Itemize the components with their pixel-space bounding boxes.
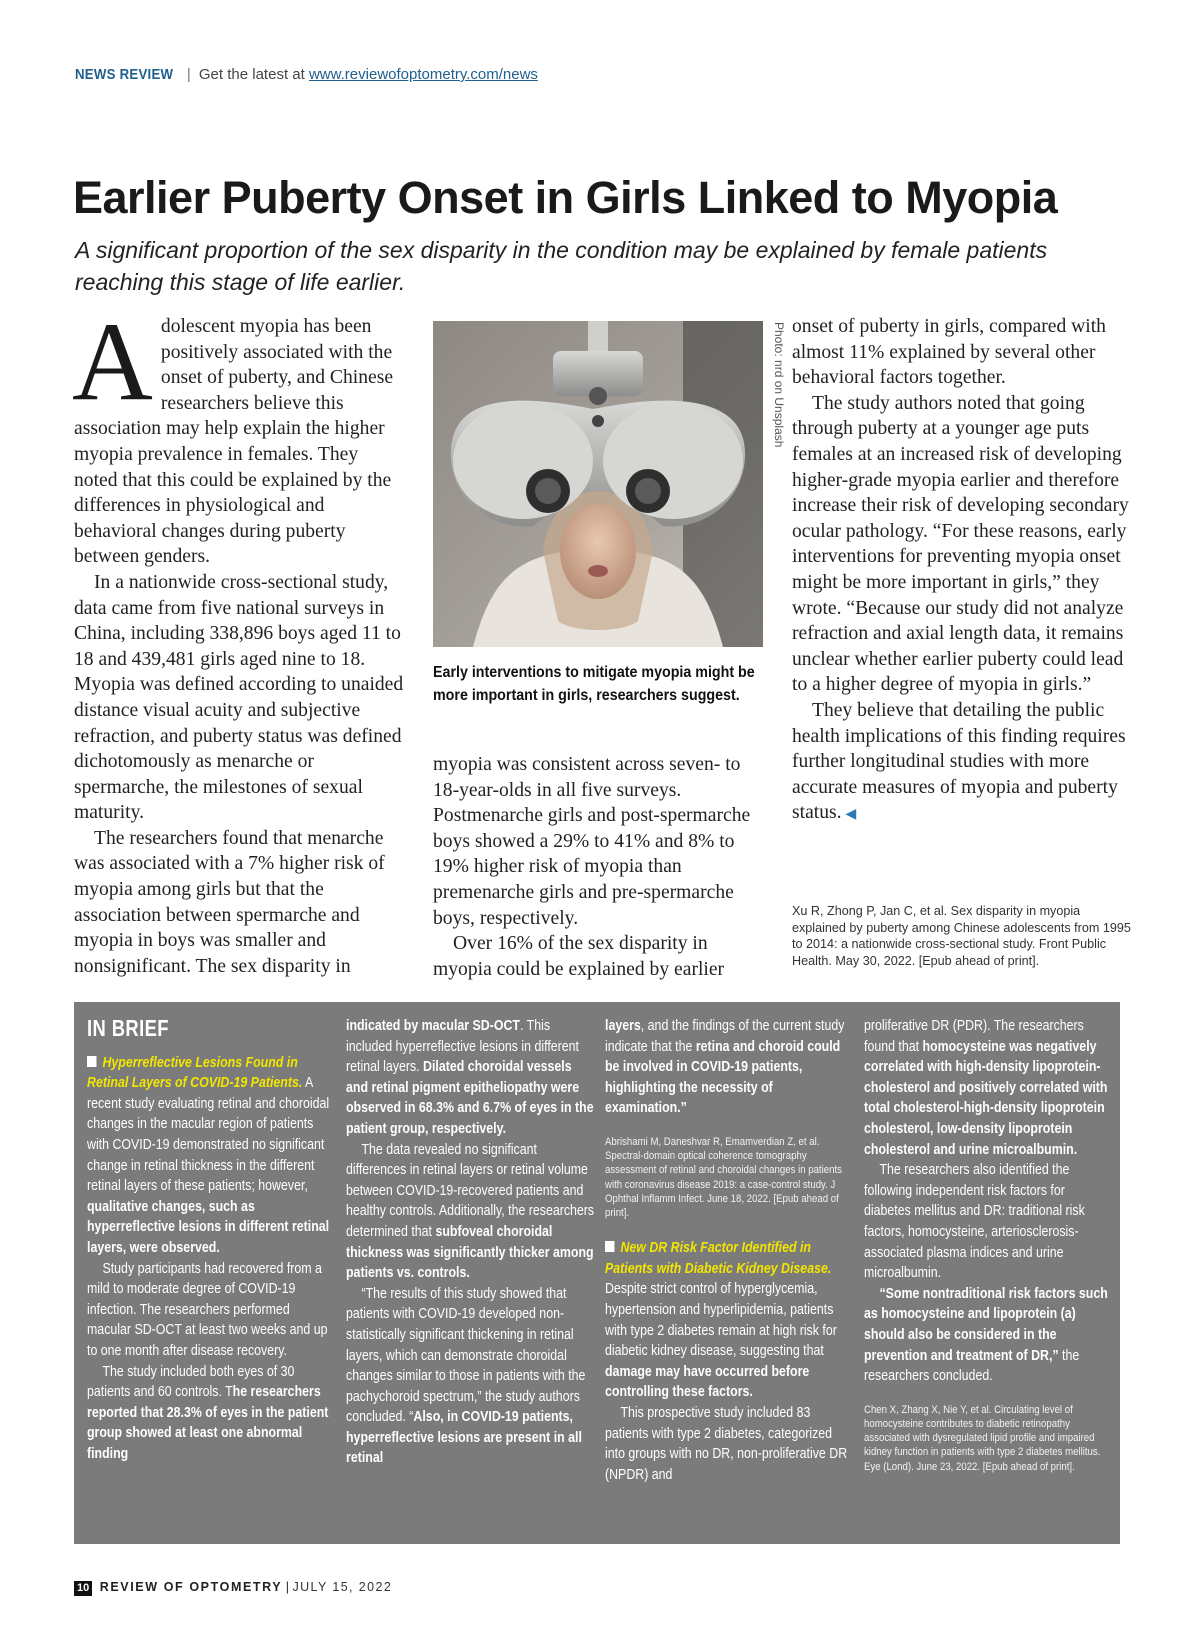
paragraph-text: dolescent myopia has been positively associated with the onset of puberty, and Chinese researchers believe this association may help explain the higher myopia prevalence in females. They noted that this could be explained by the differences in physiological and behavioral changes during puberty between genders. bbox=[74, 316, 394, 568]
paragraph: onset of puberty in girls, compared with almost 11% explained by several other behavioral factors together. bbox=[792, 316, 1106, 389]
brief-text: , and the findings of the current study indicate that the bbox=[605, 1018, 845, 1055]
brief-reference: Chen X, Zhang X, Nie Y, et al. Circulating level of homocysteine contributes to diabetic retinopathy associated with dysregulated lipid profile and impaired kidney function in patients with type 2 diabetes mellitus. Eye (Lond). June 23, 2022. [Epub ahead of print]. bbox=[864, 1403, 1101, 1473]
brief-paragraph bbox=[864, 1016, 1113, 1160]
brief-bold-text: retina and choroid could be involved in COVID-19 patients, highlighting the necessity of examination.” bbox=[605, 1038, 841, 1117]
brief-paragraph: The researchers also identified the following independent risk factors for diabetes mellitus and DR: traditional risk factors, homocysteine, arteriosclerosis-associated plasma indices and urine microalbumin. bbox=[864, 1162, 1085, 1282]
brief-text: the researchers concluded. bbox=[864, 1347, 1080, 1385]
brief-bold-text: layers bbox=[605, 1018, 641, 1034]
paragraph: myopia was consistent across seven- to 18-year-olds in all five surveys. Postmenarche girls and post-spermarche boys showed a 29% to 41% and 8% to 19% higher risk of myopia than premenarche girls and pre-spermarche boys, respectively. bbox=[433, 754, 751, 929]
brief-column-4 bbox=[864, 1016, 1114, 1474]
issue-date: JULY 15, 2022 bbox=[292, 1580, 393, 1594]
brief-reference: Abrishami M, Daneshvar R, Emamverdian Z, et al. Spectral-domain optical coherence tomography assessment of retinal and choroidal changes in patients with coronavirus disease 2019: a case-control study. J Ophthal Inflamm Infect. June 18, 2022. [Epub ahead of print]. bbox=[605, 1135, 842, 1219]
brief-column-3 bbox=[605, 1016, 855, 1485]
brief-text-block bbox=[605, 1016, 854, 1485]
article-reference: Xu R, Zhong P, Jan C, et al. Sex disparity in myopia explained by puberty among Chinese adolescents from 1995 to 2014: a nationwide cross-sectional study. Front Public Health. May 30, 2022. [Epub ahead of print]. bbox=[792, 904, 1131, 968]
paragraph: The study authors noted that going through puberty at a younger age puts females at an increased risk of developing higher-grade myopia earlier and therefore increase their risk of developing secondary ocular pathology. “For these reasons, early interventions for preventing myopia onset might be more important in girls,” they wrote. “Because our study did not analyze refraction and axial length data, it remains unclear whether earlier puberty could lead to a higher degree of myopia in girls.” bbox=[792, 392, 1129, 696]
page-number: 10 bbox=[74, 1581, 92, 1596]
paragraph: Over 16% of the sex disparity in myopia could be explained by earlier bbox=[433, 933, 725, 980]
section-label: NEWS REVIEW bbox=[75, 66, 174, 83]
brief-heading: IN BRIEF bbox=[87, 1015, 169, 1041]
drop-cap: A bbox=[72, 300, 153, 424]
header-separator: | bbox=[186, 66, 191, 83]
brief-paragraph: Study participants had recovered from a mild to moderate degree of COVID-19 infection. The researchers performed macular SD-OCT at least two weeks and up to one month after disease recovery. bbox=[87, 1260, 328, 1359]
brief-paragraph bbox=[87, 1053, 336, 1259]
article-title: Earlier Puberty Onset in Girls Linked to Myopia bbox=[73, 172, 1058, 223]
page-footer bbox=[74, 1580, 392, 1600]
brief-paragraph bbox=[346, 1016, 595, 1140]
brief-text-block bbox=[346, 1016, 595, 1469]
magazine-name: REVIEW OF OPTOMETRY bbox=[99, 1580, 283, 1594]
bullet-square-icon bbox=[87, 1056, 96, 1067]
in-brief-panel bbox=[74, 1002, 1120, 1544]
brief-text: The data revealed no significant differences in retinal layers or retinal volume between COVID-19-recovered patients and healthy controls. Additionally, the researchers determined that bbox=[346, 1141, 595, 1240]
article-column-1 bbox=[72, 300, 404, 979]
brief-text: proliferative DR (PDR). The researchers found that bbox=[864, 1018, 1084, 1055]
running-header bbox=[75, 66, 538, 90]
brief-text: The study included both eyes of 30 patients and 60 controls. T bbox=[87, 1363, 295, 1401]
brief-bold-text: Also, in COVID-19 patients, hyperreflective lesions are present in all retinal bbox=[346, 1409, 582, 1467]
brief-text: “The results of this study showed that patients with COVID-19 developed non-statistically significant thickening in retinal layers, which can demonstrate choroidal changes similar to those in patients with the pachychoroid spectrum,” the study authors concluded. “ bbox=[346, 1285, 586, 1426]
brief-bold-text: damage may have occurred before controlling these factors. bbox=[605, 1363, 810, 1401]
brief-bold-text: he researchers reported that 28.3% of eyes in the patient group showed at least one abnormal finding bbox=[87, 1384, 329, 1462]
brief-headline: New DR Risk Factor Identified in Patients with Diabetic Kidney Disease. bbox=[605, 1240, 832, 1277]
brief-text-block bbox=[864, 1016, 1113, 1474]
bullet-square-icon bbox=[605, 1241, 614, 1252]
footer-separator: | bbox=[285, 1580, 289, 1594]
photo-caption: Early interventions to mitigate myopia might be more important in girls, researchers suggest. bbox=[433, 664, 755, 704]
article-column-3 bbox=[792, 314, 1132, 828]
brief-paragraph: This prospective study included 83 patients with type 2 diabetes, categorized into groups with no DR, non-proliferative DR (NPDR) and bbox=[605, 1404, 848, 1483]
article-photo bbox=[433, 321, 763, 647]
brief-bold-text: “Some nontraditional risk factors such as homocysteine and lipoprotein (a) should also be considered in the prevention and treatment of DR,” bbox=[864, 1285, 1108, 1364]
header-prompt: Get the latest at bbox=[198, 66, 305, 83]
brief-text: Despite strict control of hyperglycemia, hypertension and hyperlipidemia, patients with type 2 diabetes remain at high risk for diabetic kidney disease, suggesting that bbox=[605, 1281, 837, 1360]
paragraph: The researchers found that menarche was associated with a 7% higher risk of myopia among girls but that the association between spermarche and myopia in boys was smaller and nonsignificant. The sex disparity in bbox=[74, 827, 385, 977]
brief-headline: Hyperreflective Lesions Found in Retinal Layers of COVID-19 Patients. bbox=[87, 1054, 303, 1092]
phoropter-photo-illustration bbox=[433, 321, 763, 647]
article-column-2 bbox=[433, 752, 763, 982]
brief-column-2 bbox=[346, 1016, 596, 1469]
brief-bold-text: subfoveal choroidal thickness was significantly thicker among patients vs. controls. bbox=[346, 1223, 594, 1282]
end-mark-icon: ◀ bbox=[845, 807, 857, 823]
brief-text: A recent study evaluating retinal and choroidal changes in the macular region of patients with COVID-19 demonstrated no significant change in retinal thickness in the different retinal layers of these patients; however, bbox=[87, 1075, 330, 1195]
brief-paragraph bbox=[87, 1362, 336, 1465]
brief-paragraph bbox=[605, 1238, 854, 1403]
brief-paragraph bbox=[346, 1140, 595, 1284]
brief-paragraph bbox=[346, 1284, 595, 1469]
brief-column-1 bbox=[87, 1012, 337, 1464]
paragraph: In a nationwide cross-sectional study, data came from five national surveys in China, including 338,896 boys aged 11 to 18 and 439,481 girls aged nine to 18. Myopia was defined according to unaided distance visual acuity and subjective refraction, and puberty status was defined dichotomously as menarche or spermarche, the milestones of sexual maturity. bbox=[74, 571, 404, 824]
brief-bold-text: homocysteine was negatively correlated with high-density lipoprotein-cholesterol and positively correlated with total cholesterol-high-density lipoprotein cholesterol, low-density lipoprotein cholesterol and urine microalbumin. bbox=[864, 1038, 1108, 1158]
brief-paragraph bbox=[605, 1016, 854, 1119]
paragraph bbox=[792, 698, 1132, 828]
brief-text: . This included hyperreflective lesions in different retinal layers. bbox=[346, 1018, 579, 1076]
brief-text-block bbox=[87, 1053, 336, 1465]
paragraph bbox=[72, 300, 404, 570]
brief-bold-text: indicated by macular SD-OCT bbox=[346, 1018, 520, 1034]
brief-paragraph bbox=[864, 1284, 1113, 1387]
article-subtitle: A significant proportion of the sex disparity in the condition may be explained by female patients reaching this stage of life earlier. bbox=[75, 237, 1048, 295]
photo-credit: Photo: nrd on Unsplash bbox=[772, 322, 786, 448]
news-link[interactable]: www.reviewofoptometry.com/news bbox=[308, 66, 538, 83]
paragraph-text: They believe that detailing the public health implications of this finding requires further longitudinal studies with more accurate measures of myopia and puberty status. bbox=[792, 699, 1126, 824]
brief-bold-text: Dilated choroidal vessels and retinal pigment epitheliopathy were observed in 68.3% and 6.7% of eyes in the patient group, respectively. bbox=[346, 1059, 594, 1137]
brief-bold-text: qualitative changes, such as hyperreflective lesions in different retinal layers, were observed. bbox=[87, 1198, 330, 1256]
